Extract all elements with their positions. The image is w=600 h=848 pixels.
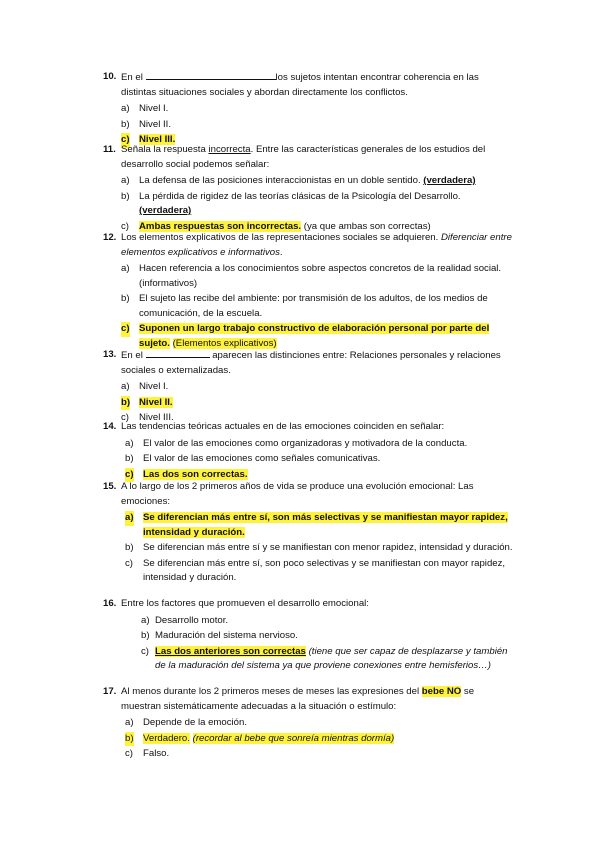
question-11	[103, 143, 513, 235]
option-b: b) Se diferencian más entre sí y se manifiestan con menor rapidez, intensidad y duración.	[125, 542, 513, 553]
question-text: A lo largo de los 2 primeros años de vida se produce una evolución emocional: Las emociones:	[121, 481, 474, 507]
question-15	[103, 480, 513, 587]
question-number: 11.	[103, 144, 116, 155]
option-c-answer: c) Nivel III.	[103, 133, 513, 148]
options-list	[103, 380, 513, 426]
question-number: 10.	[103, 71, 117, 82]
question-12	[103, 231, 513, 352]
option-a: a) Depende de la emoción.	[125, 717, 248, 728]
option-c: c) Nivel III.	[121, 412, 174, 423]
question-16	[103, 597, 513, 675]
question-text: En el los sujetos intentan encontrar coherencia en las distintas situaciones sociales y abordan directamente los conflictos.	[121, 72, 479, 98]
option-c-answer: c) Las dos son correctas.	[103, 468, 513, 483]
question-10	[103, 70, 513, 149]
option-c: c) Falso.	[125, 748, 170, 759]
option-b: b) Nivel II.	[121, 118, 171, 130]
option-b: b) La pérdida de rigidez de las teorías clásicas de la Psicología del Desarrollo. (verdadera)	[121, 190, 461, 216]
options-list	[103, 511, 513, 586]
question-14	[103, 420, 513, 483]
question-text: Señala la respuesta incorrecta. Entre las características generales de los estudios del desarrollo social podemos señalar:	[121, 144, 486, 170]
question-text: Al menos durante los 2 primeros meses de meses las expresiones del bebe NO se muestran sistemáticamente adecuadas a la situación o estímulo:	[121, 686, 475, 712]
option-c-answer: c) Ambas respuestas son incorrectas. (ya que ambas son correctas)	[121, 220, 431, 232]
answer-blank	[146, 348, 210, 358]
option-b: b) El sujeto las recibe del ambiente: por transmisión de los adultos, de los medios de comunicación, de la escuela.	[121, 293, 488, 319]
options-list	[103, 102, 513, 148]
options-list	[103, 437, 513, 483]
question-text: Entre los factores que promueven el desarrollo emocional:	[121, 598, 369, 609]
question-text: Las tendencias teóricas actuales en de las emociones coinciden en señalar:	[121, 421, 445, 432]
option-a: a) La defensa de las posiciones interaccionistas en un doble sentido. (verdadera)	[121, 175, 476, 186]
question-number: 16.	[103, 598, 117, 609]
option-a: a) Desarrollo motor.	[141, 614, 229, 626]
option-c-answer: c) Suponen un largo trabajo constructivo de elaboración personal por parte del sujeto. (Elementos explicativos)	[121, 323, 490, 349]
question-number: 15.	[103, 481, 117, 492]
option-a: a) El valor de las emociones como organizadoras y motivadora de la conducta.	[125, 437, 468, 449]
option-b-answer: b) Nivel II.	[103, 396, 513, 411]
option-b: b) Maduración del sistema nervioso.	[141, 630, 298, 641]
option-a: a) Nivel I.	[121, 103, 169, 114]
question-number: 17.	[103, 686, 117, 697]
question-text: En el aparecen las distinciones entre: Relaciones personales y relaciones sociales o externalizadas.	[121, 350, 501, 376]
options-list	[103, 262, 513, 351]
question-text: Los elementos explicativos de las representaciones sociales se adquieren. Diferenciar entre elementos explicativos e informativos.	[121, 232, 512, 258]
options-list	[103, 716, 513, 762]
option-a: a) Nivel I.	[121, 381, 169, 392]
option-b-answer: b) Verdadero. (recordar al bebe que sonreía mientras dormía)	[103, 732, 513, 747]
question-13	[103, 348, 513, 427]
option-a: a) Hacen referencia a los conocimientos sobre aspectos concretos de la realidad social. (informativos)	[121, 263, 502, 289]
option-b: b) El valor de las emociones como señales comunicativas.	[125, 453, 381, 464]
question-number: 12.	[103, 232, 117, 243]
option-a-answer: a) Se diferencian más entre sí, son más selectivas y se manifiestan mayor rapidez, intensidad y duración.	[125, 512, 508, 538]
question-number: 13.	[103, 349, 117, 360]
options-list	[103, 614, 513, 674]
option-c-answer: c) Las dos anteriores son correctas (tiene que ser capaz de desplazarse y también de la maduración del sistema ya que proviene conexiones entre hemisferios…)	[141, 645, 508, 671]
answer-blank	[146, 70, 276, 80]
option-c: c) Se diferencian más entre sí, son poco selectivas y se manifiestan con mayor rapidez, intensidad y duración.	[125, 557, 506, 583]
question-number: 14.	[103, 421, 117, 432]
question-17	[103, 685, 513, 763]
options-list	[103, 174, 513, 234]
